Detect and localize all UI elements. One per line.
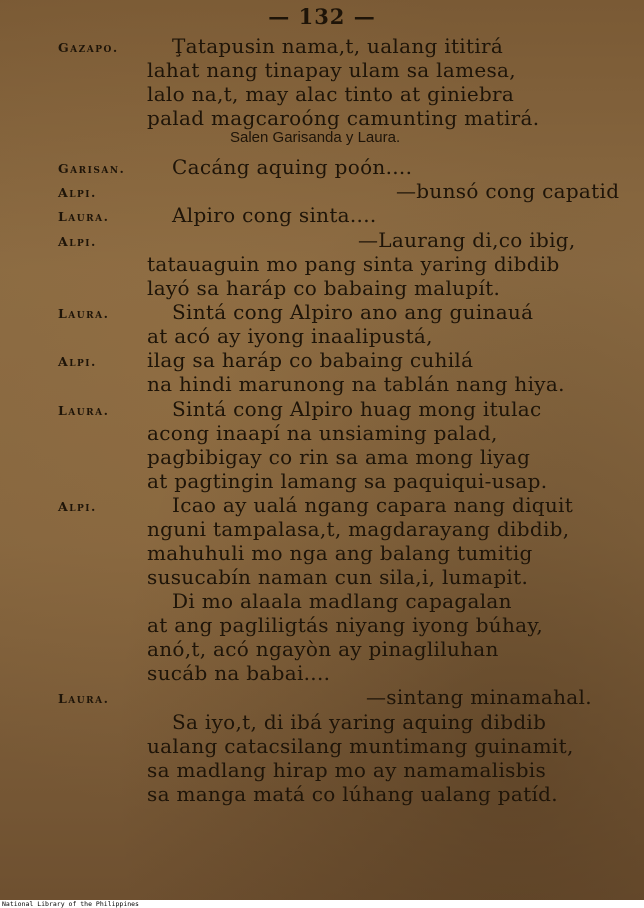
verse-text: mahuhuli mo nga ang balang tumitig	[147, 541, 533, 565]
verse-text: ualang catacsilang muntimang guinamit,	[147, 734, 574, 758]
verse-text: Sintá cong Alpiro huag mong itulac	[172, 397, 542, 421]
verse-text: ilag sa haráp co babaing cuhilá	[147, 348, 474, 372]
verse-line	[0, 179, 644, 203]
verse-text: —Laurang di,co ibig,	[358, 228, 576, 252]
verse-line	[0, 397, 644, 421]
verse-text: —bunsó cong capatid	[396, 179, 620, 203]
verse-text: palad magcaroóng camunting matirá.	[147, 106, 540, 130]
speaker-name: Alpi.	[58, 499, 97, 514]
verse-text: pagbibigay co rin sa ama mong liyag	[147, 445, 531, 469]
speaker-name: Alpi.	[58, 354, 97, 369]
speaker-name: Laura.	[58, 403, 110, 418]
verse-text: at ang pagliligtás niyang iyong búhay,	[147, 613, 543, 637]
verse-line	[0, 372, 644, 396]
verse-text: tatauaguin mo pang sinta yaring dibdib	[147, 252, 560, 276]
verse-line	[0, 710, 644, 734]
verse-text: at pagtingin lamang sa paquiqui-usap.	[147, 469, 548, 493]
verse-line	[0, 252, 644, 276]
verse-text: Icao ay ualá ngang capara nang diquit	[172, 493, 574, 517]
verse-text: nguni tampalasa,t, magdarayang dibdib,	[147, 517, 570, 541]
verse-line	[0, 276, 644, 300]
verse-line	[0, 685, 644, 709]
verse-text: Cacáng aquing poón....	[172, 155, 413, 179]
verse-text: Sintá cong Alpiro ano ang guinauá	[172, 300, 534, 324]
verse-text: sucáb na babai....	[147, 661, 331, 685]
verse-text: layó sa haráp co babaing malupít.	[147, 276, 501, 300]
verse-text: susucabín naman cun sila,i, lumapit.	[147, 565, 529, 589]
verse-line	[0, 82, 644, 106]
verse-text: Ţatapusin nama,t, ualang ititirá	[172, 34, 504, 58]
verse-text: sa manga matá co lúhang ualang patíd.	[147, 782, 558, 806]
verse-line	[0, 34, 644, 58]
verse-text: —sintang minamahal.	[366, 685, 592, 709]
verse-line	[0, 782, 644, 806]
verse-text: Di mo alaala madlang capagalan	[172, 589, 512, 613]
verse-line	[0, 565, 644, 589]
verse-line	[0, 758, 644, 782]
verse-line	[0, 734, 644, 758]
verse-text: sa madlang hirap mo ay namamalisbis	[147, 758, 547, 782]
verse-line	[0, 517, 644, 541]
speaker-name: Laura.	[58, 691, 110, 706]
verse-line	[0, 589, 644, 613]
verse-line	[0, 228, 644, 252]
verse-line	[0, 348, 644, 372]
verse-line	[0, 469, 644, 493]
verse-line	[0, 613, 644, 637]
verse-line	[0, 324, 644, 348]
verse-text: lalo na,t, may alac tinto at giniebra	[147, 82, 515, 106]
verse-line	[0, 445, 644, 469]
verse-text: acong inaapí na unsiaming palad,	[147, 421, 498, 445]
speaker-name: Alpi.	[58, 234, 97, 249]
verse-line	[0, 300, 644, 324]
speaker-name: Laura.	[58, 306, 110, 321]
verse-line	[0, 58, 644, 82]
verse-line	[0, 493, 644, 517]
verse-text: anó,t, acó ngayòn ay pinagliluhan	[147, 637, 499, 661]
verse-text: lahat nang tinapay ulam sa lamesa,	[147, 58, 516, 82]
verse-line	[0, 421, 644, 445]
verse-line	[0, 541, 644, 565]
verse-text: at acó ay iyong inaalipustá,	[147, 324, 433, 348]
speaker-name: Garisan.	[58, 161, 126, 176]
verse-text: na hindi marunong na tablán nang hiya.	[147, 372, 565, 396]
stage-direction: Salen Garisanda y Laura.	[230, 129, 401, 146]
verse-line	[0, 661, 644, 685]
speaker-name: Gazapo.	[58, 40, 119, 55]
attribution-footer: National Library of the Philippines	[2, 900, 139, 908]
verse-line	[0, 106, 644, 130]
verse-line	[0, 203, 644, 227]
verse-line	[0, 637, 644, 661]
verse-text: Alpiro cong sinta....	[172, 203, 377, 227]
verse-text: Sa iyo,t, di ibá yaring aquing dibdib	[172, 710, 547, 734]
speaker-name: Laura.	[58, 209, 110, 224]
speaker-name: Alpi.	[58, 185, 97, 200]
verse-line	[0, 155, 644, 179]
page-number: — 132 —	[268, 4, 376, 29]
